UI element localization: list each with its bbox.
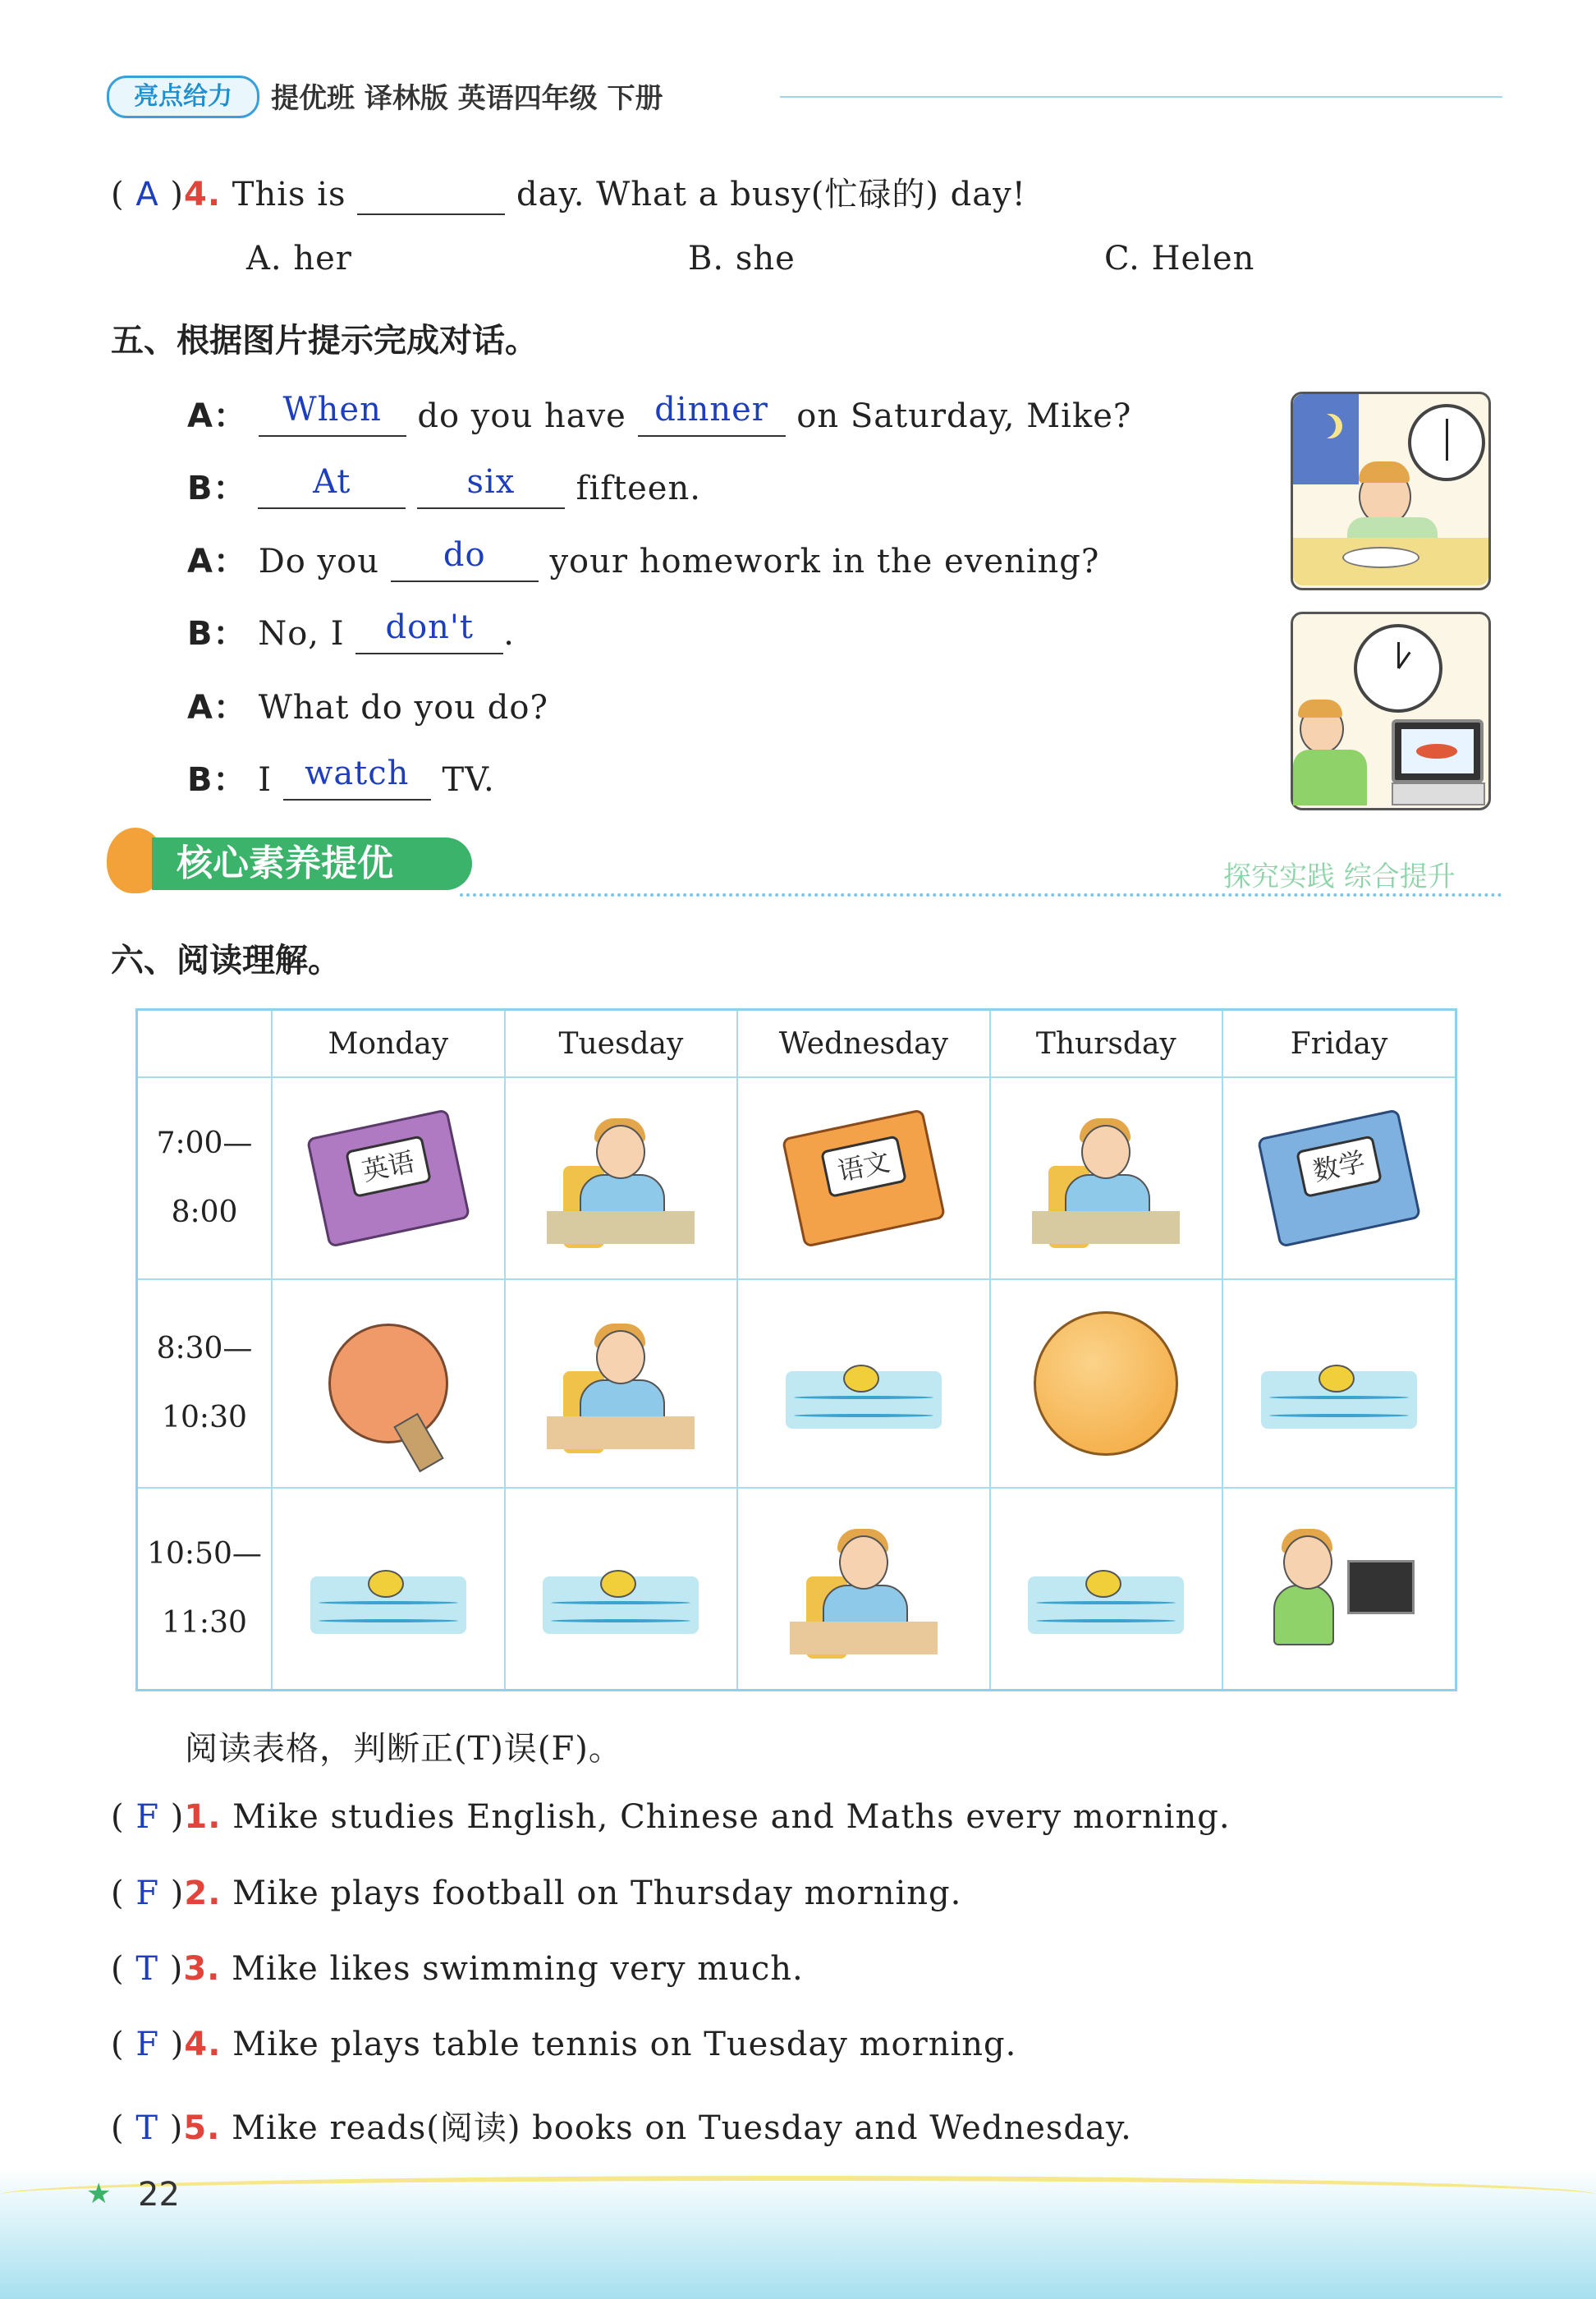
swimming-icon <box>1261 1338 1417 1429</box>
footer-stripe <box>0 2176 1596 2214</box>
activity-cell <box>990 1077 1223 1279</box>
swimming-icon <box>1028 1544 1184 1634</box>
schedule-row <box>137 1488 1456 1691</box>
time-cell: 7:00— 8:00 <box>137 1077 273 1279</box>
schedule-header-row <box>137 1010 1456 1078</box>
boy-reading-icon <box>547 1314 695 1453</box>
q4-line: ( A )4. This is day. What a busy(忙碌的) day! <box>111 176 1026 213</box>
dialogue-answer-do: do <box>443 536 486 574</box>
boy-hair <box>1359 461 1410 483</box>
dialogue-line-6: B： I watch TV. <box>187 755 495 799</box>
activity-cell <box>1222 1488 1456 1691</box>
basketball-icon <box>1034 1311 1178 1456</box>
section6-instruction: 阅读表格，判断正(T)误(F)。 <box>185 1730 622 1768</box>
day-header: Monday <box>272 1010 505 1078</box>
schedule-corner <box>137 1010 273 1078</box>
header-badge: 亮点给力 <box>107 76 259 118</box>
table-tennis-icon <box>328 1324 448 1443</box>
q4-before: This is <box>232 176 346 213</box>
tf-item: ( F )4. Mike plays table tennis on Tuesday morning. <box>111 2026 1017 2063</box>
dialogue-line-2: B： At six fifteen. <box>187 463 701 507</box>
dialogue-answer-six: six <box>466 463 516 501</box>
tv-icon <box>1392 719 1484 783</box>
maths-book-icon: 数学 <box>1257 1108 1421 1248</box>
q4-option-a: A. her <box>246 240 352 278</box>
night-window <box>1293 394 1359 484</box>
activity-cell <box>737 1279 989 1488</box>
tf-item: ( T )5. Mike reads(阅读) books on Tuesday and Wednesday. <box>111 2109 1132 2147</box>
q4-answer: A <box>135 176 159 213</box>
dialogue-line-5: A： What do you do? <box>187 689 548 727</box>
tf-answer: F <box>135 2026 160 2063</box>
dialogue-answer-dinner: dinner <box>654 391 768 429</box>
tf-item: ( T )3. Mike likes swimming very much. <box>111 1950 804 1988</box>
banner-title: 核心素养提优 <box>152 837 472 890</box>
star-icon: ★ <box>86 2177 112 2210</box>
q4-option-c: C. Helen <box>1104 240 1255 278</box>
activity-cell <box>272 1279 505 1488</box>
picture-dinner <box>1291 392 1491 590</box>
activity-cell <box>990 1488 1223 1691</box>
boy-hair <box>1298 700 1342 718</box>
tf-answer: T <box>135 2109 159 2147</box>
q4-blank <box>357 176 505 215</box>
activity-cell <box>1222 1279 1456 1488</box>
schedule-row <box>137 1279 1456 1488</box>
schedule-table <box>135 1008 1457 1691</box>
tf-answer: F <box>135 1798 160 1836</box>
activity-cell <box>505 1077 738 1279</box>
header-rule <box>780 96 1502 98</box>
dialogue-line-3: A： Do you do your homework in the evening? <box>187 536 1100 580</box>
tv-stand <box>1392 782 1485 805</box>
boy-watching-tv-icon <box>1265 1519 1413 1659</box>
moon-icon <box>1311 414 1336 438</box>
english-book-icon: 英语 <box>306 1108 470 1248</box>
activity-cell <box>737 1488 989 1691</box>
section5-title: 五、根据图片提示完成对话。 <box>111 322 538 360</box>
dialogue-answer-when: When <box>282 391 382 429</box>
tf-answer: T <box>135 1950 159 1988</box>
tf-answer: F <box>135 1875 160 1912</box>
dialogue-line-1: A： When do you have dinner on Saturday, Mike? <box>187 391 1132 435</box>
page-number: 22 <box>138 2176 180 2214</box>
tf-item: ( F )2. Mike plays football on Thursday morning. <box>111 1875 962 1912</box>
swimming-icon <box>310 1544 466 1634</box>
clock-icon <box>1408 404 1485 481</box>
activity-cell <box>505 1488 738 1691</box>
activity-cell <box>1222 1077 1456 1279</box>
activity-cell <box>272 1488 505 1691</box>
section6-title: 六、阅读理解。 <box>111 942 341 980</box>
banner-subtitle: 探究实践 综合提升 <box>1223 860 1456 893</box>
day-header: Tuesday <box>505 1010 738 1078</box>
day-header: Friday <box>1222 1010 1456 1078</box>
dialogue-answer-at: At <box>313 463 351 501</box>
dialogue-answer-dont: don't <box>385 608 475 646</box>
boy-shirt <box>1293 750 1367 805</box>
activity-cell <box>737 1077 989 1279</box>
clock-icon <box>1354 624 1442 713</box>
picture-tv <box>1291 612 1491 810</box>
tf-item: ( F )1. Mike studies English, Chinese and Maths every morning. <box>111 1798 1231 1836</box>
dialogue-answer-watch: watch <box>305 755 410 792</box>
boy-writing-icon <box>547 1108 695 1248</box>
chinese-book-icon: 语文 <box>782 1108 946 1248</box>
time-cell: 10:50— 11:30 <box>137 1488 273 1691</box>
time-cell: 8:30— 10:30 <box>137 1279 273 1488</box>
boy-reading-icon <box>790 1519 938 1659</box>
q4-after: day. What a busy(忙碌的) day! <box>516 176 1026 213</box>
schedule-row <box>137 1077 1456 1279</box>
activity-cell <box>990 1279 1223 1488</box>
swimming-icon <box>543 1544 699 1634</box>
header-series: 提优班 译林版 英语四年级 下册 <box>271 82 663 115</box>
fish-plate <box>1342 547 1419 568</box>
activity-cell <box>272 1077 505 1279</box>
q4-number: 4. <box>184 176 222 213</box>
q4-option-b: B. she <box>688 240 796 278</box>
dialogue-line-4: B： No, I don't . <box>187 608 515 653</box>
day-header: Thursday <box>990 1010 1223 1078</box>
boy-writing-icon <box>1032 1108 1180 1248</box>
activity-cell <box>505 1279 738 1488</box>
day-header: Wednesday <box>737 1010 989 1078</box>
swimming-icon <box>786 1338 942 1429</box>
